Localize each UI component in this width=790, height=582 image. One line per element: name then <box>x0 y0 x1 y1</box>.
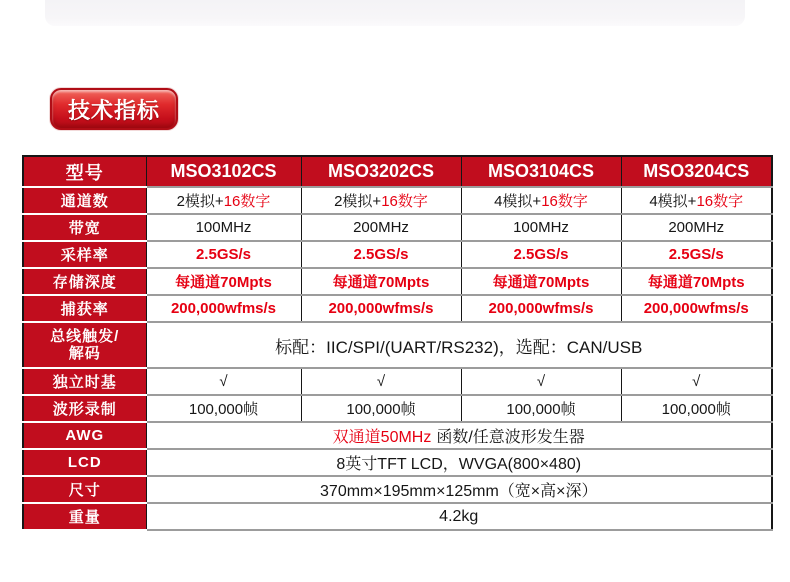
row-independent-timebase <box>23 368 772 395</box>
row-weight <box>23 503 772 530</box>
row-label-lcd: LCD <box>23 449 146 476</box>
channels-accent: 16数字 <box>223 193 271 210</box>
cell-memory-depth-2: 每通道70Mpts <box>461 268 621 295</box>
row-model <box>23 156 772 187</box>
model-header-2: MSO3104CS <box>461 156 621 187</box>
channels-base: 4模拟+ <box>649 193 697 210</box>
cell-lcd: 8英寸TFT LCD，WVGA(800×480) <box>146 449 772 476</box>
row-label-awg: AWG <box>23 422 146 449</box>
channels-accent: 16数字 <box>381 193 428 210</box>
awg-rest: 函数/任意波形发生器 <box>436 429 585 446</box>
cell-dimensions: 370mm×195mm×125mm（宽×高×深） <box>146 476 772 503</box>
row-label-sample-rate: 采样率 <box>23 241 146 268</box>
row-label-waveform-record: 波形录制 <box>23 395 146 422</box>
row-sample-rate <box>23 241 772 268</box>
cell-timebase-3: √ <box>621 368 772 395</box>
row-label-capture-rate: 捕获率 <box>23 295 146 322</box>
row-memory-depth <box>23 268 772 295</box>
model-header-3: MSO3204CS <box>621 156 772 187</box>
cell-bus-decode: 标配：IIC/SPI/(UART/RS232)，选配：CAN/USB <box>146 322 772 368</box>
cell-waveform-0: 100,000帧 <box>146 395 301 422</box>
cell-memory-depth-1: 每通道70Mpts <box>301 268 461 295</box>
cell-bandwidth-3: 200MHz <box>621 214 772 241</box>
cell-waveform-1: 100,000帧 <box>301 395 461 422</box>
channels-base: 4模拟+ <box>494 193 542 210</box>
awg-accent: 双通道50MHz <box>332 429 432 446</box>
cell-weight: 4.2kg <box>146 503 772 530</box>
row-dimensions <box>23 476 772 503</box>
cell-sample-rate-3: 2.5GS/s <box>621 241 772 268</box>
cell-timebase-2: √ <box>461 368 621 395</box>
channels-accent: 16数字 <box>696 193 744 210</box>
section-badge-label: 技术指标 <box>67 97 160 123</box>
row-label-bandwidth: 带宽 <box>23 214 146 241</box>
cell-channels-2 <box>461 187 621 214</box>
cell-timebase-0: √ <box>146 368 301 395</box>
model-header-1: MSO3202CS <box>301 156 461 187</box>
cell-bandwidth-0: 100MHz <box>146 214 301 241</box>
row-label-weight: 重量 <box>23 503 146 530</box>
cell-awg <box>146 422 772 449</box>
cell-channels-3 <box>621 187 772 214</box>
channels-base: 2模拟+ <box>334 193 382 210</box>
cell-waveform-2: 100,000帧 <box>461 395 621 422</box>
cell-capture-rate-2: 200,000wfms/s <box>461 295 621 322</box>
cell-capture-rate-0: 200,000wfms/s <box>146 295 301 322</box>
cell-sample-rate-0: 2.5GS/s <box>146 241 301 268</box>
model-header-0: MSO3102CS <box>146 156 301 187</box>
row-lcd <box>23 449 772 476</box>
bus-label-line2: 解码 <box>68 345 101 362</box>
row-bandwidth <box>23 214 772 241</box>
cell-capture-rate-1: 200,000wfms/s <box>301 295 461 322</box>
row-bus-decode <box>23 322 772 368</box>
cell-channels-1 <box>301 187 461 214</box>
cell-waveform-3: 100,000帧 <box>621 395 772 422</box>
row-label-model: 型号 <box>23 156 146 187</box>
cell-memory-depth-3: 每通道70Mpts <box>621 268 772 295</box>
section-badge <box>50 88 178 130</box>
row-waveform-record <box>23 395 772 422</box>
previous-section-remnant <box>45 0 745 26</box>
spec-table <box>22 155 773 531</box>
cell-capture-rate-3: 200,000wfms/s <box>621 295 772 322</box>
cell-bandwidth-1: 200MHz <box>301 214 461 241</box>
row-channels <box>23 187 772 214</box>
row-label-bus-decode <box>23 322 146 368</box>
row-label-channels: 通道数 <box>23 187 146 214</box>
bus-label-line1: 总线触发/ <box>50 328 120 345</box>
row-label-independent-timebase: 独立时基 <box>23 368 146 395</box>
cell-sample-rate-1: 2.5GS/s <box>301 241 461 268</box>
cell-sample-rate-2: 2.5GS/s <box>461 241 621 268</box>
cell-channels-0 <box>146 187 301 214</box>
cell-memory-depth-0: 每通道70Mpts <box>146 268 301 295</box>
cell-bandwidth-2: 100MHz <box>461 214 621 241</box>
channels-accent: 16数字 <box>541 193 588 210</box>
row-label-memory-depth: 存储深度 <box>23 268 146 295</box>
row-capture-rate <box>23 295 772 322</box>
row-label-dimensions: 尺寸 <box>23 476 146 503</box>
channels-base: 2模拟+ <box>176 193 224 210</box>
cell-timebase-1: √ <box>301 368 461 395</box>
row-awg <box>23 422 772 449</box>
